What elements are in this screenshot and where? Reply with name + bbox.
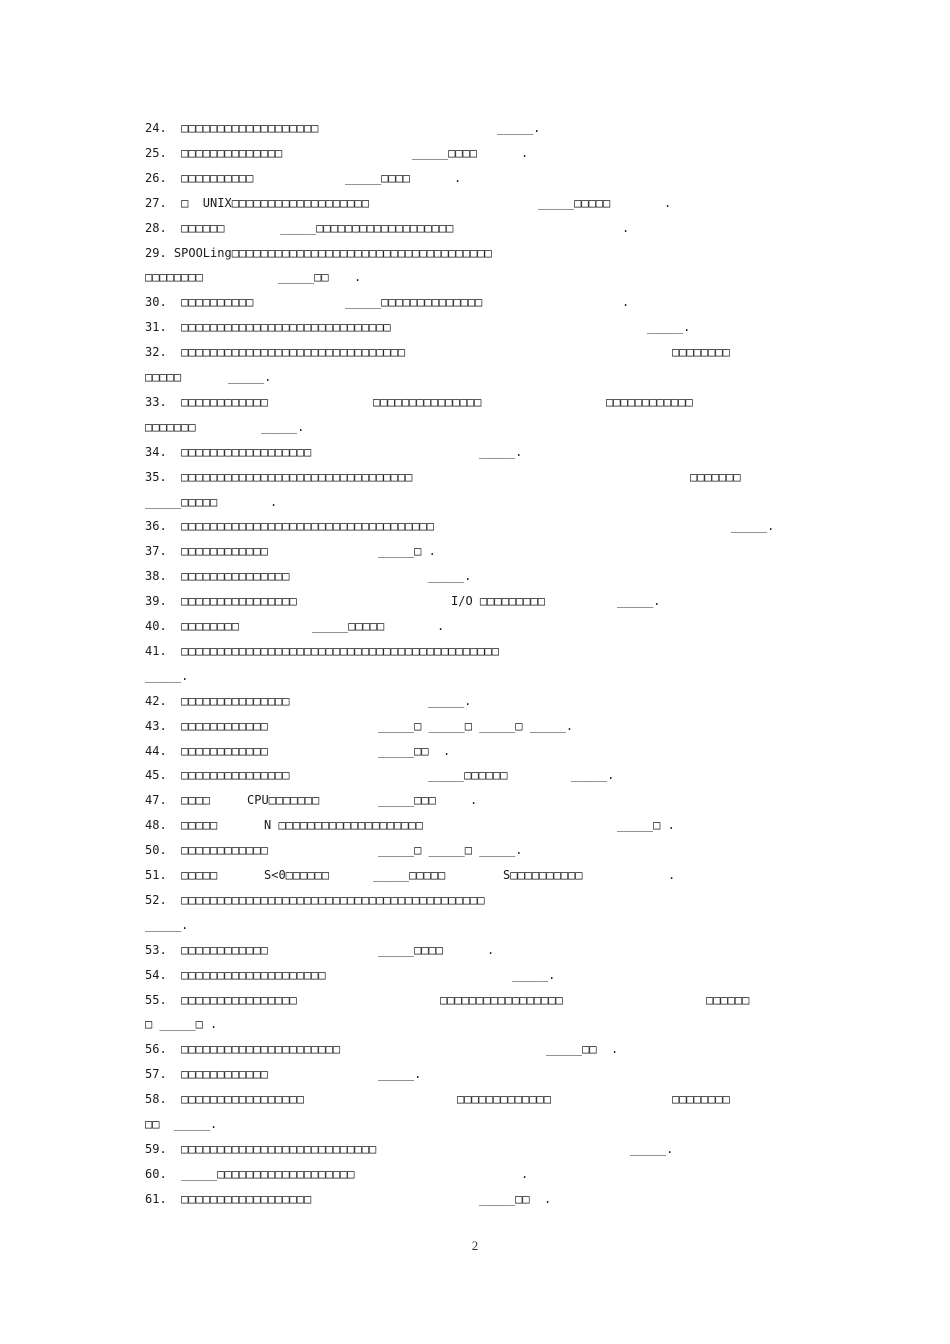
question-line (0, 765, 950, 785)
line-text: S<0□□□□□□ (264, 868, 330, 882)
line-text: □□□□□□□□□□□□ (606, 395, 693, 409)
line-text: _____□ . (378, 544, 436, 558)
line-text: . (622, 295, 630, 309)
line-text: _____□□□□ (412, 146, 478, 160)
line-text: _____. (647, 320, 691, 334)
line-text: 30. □□□□□□□□□□ (145, 295, 254, 309)
line-text: □□ _____. (145, 1117, 218, 1131)
question-line (0, 193, 950, 213)
line-text: _____□□ . (546, 1042, 619, 1056)
question-line (0, 591, 950, 611)
line-text: _____. (479, 445, 523, 459)
question-line (0, 292, 950, 312)
line-text: 24. □□□□□□□□□□□□□□□□□□□ (145, 121, 319, 135)
line-text: . (521, 1167, 529, 1181)
line-text: 51. □□□□□ (145, 868, 218, 882)
line-text: _____. (428, 694, 472, 708)
question-line (0, 1039, 950, 1059)
question-line (0, 467, 950, 487)
question-line (0, 566, 950, 586)
line-text: . (354, 270, 362, 284)
line-text: _____. (512, 968, 556, 982)
line-text: _____. (571, 768, 615, 782)
line-text: _____□□□□□□□□□□□□□□ (345, 295, 483, 309)
line-text: 27. □ UNIX□□□□□□□□□□□□□□□□□□□ (145, 196, 369, 210)
line-text: □□□□□□□ (690, 470, 741, 484)
line-text: 36. □□□□□□□□□□□□□□□□□□□□□□□□□□□□□□□□□□□ (145, 519, 434, 533)
line-text: 56. □□□□□□□□□□□□□□□□□□□□□□ (145, 1042, 341, 1056)
question-line (0, 790, 950, 810)
line-text: _____. (145, 918, 189, 932)
question-line (0, 516, 950, 536)
question-line (0, 1189, 950, 1209)
line-text: _____. (228, 370, 272, 384)
line-text: _____□□□□□□□□□□□□□□□□□□□ (280, 221, 454, 235)
line-text: _____□□□□□□ (428, 768, 508, 782)
line-text: _____. (261, 420, 305, 434)
question-line (0, 716, 950, 736)
line-text: _____. (731, 519, 775, 533)
question-line (0, 118, 950, 138)
question-line (0, 990, 950, 1010)
question-line (0, 243, 950, 263)
line-text: 28. □□□□□□ (145, 221, 225, 235)
line-text: 41. □□□□□□□□□□□□□□□□□□□□□□□□□□□□□□□□□□□□□□□□□□□□ (145, 644, 500, 658)
line-text: I/O □□□□□□□□□ (451, 594, 545, 608)
question-line (0, 1064, 950, 1084)
line-text: _____□□ (278, 270, 329, 284)
question-line (0, 840, 950, 860)
line-text: 47. □□□□ (145, 793, 211, 807)
question-line (0, 392, 950, 412)
question-line (0, 218, 950, 238)
line-text: □□□□□□□□ (145, 270, 203, 284)
question-line (0, 965, 950, 985)
line-text: _____□ _____□ _____. (378, 843, 523, 857)
line-text: _____□□□ (378, 793, 436, 807)
line-text: . (487, 943, 495, 957)
line-text: _____□□ . (479, 1192, 552, 1206)
question-line (0, 143, 950, 163)
line-text: 29. SPOOLing□□□□□□□□□□□□□□□□□□□□□□□□□□□□□□□□□□□□ (145, 246, 492, 260)
line-text: □□□□□□□□ (672, 1092, 730, 1106)
question-line (0, 492, 950, 512)
line-text: 38. □□□□□□□□□□□□□□□ (145, 569, 290, 583)
line-text: 59. □□□□□□□□□□□□□□□□□□□□□□□□□□□ (145, 1142, 377, 1156)
line-text: 33. □□□□□□□□□□□□ (145, 395, 268, 409)
line-text: _____□□ . (378, 744, 451, 758)
line-text: 52. □□□□□□□□□□□□□□□□□□□□□□□□□□□□□□□□□□□□□□□□□□ (145, 893, 485, 907)
line-text: . (470, 793, 478, 807)
question-line (0, 442, 950, 462)
line-text: 60. _____□□□□□□□□□□□□□□□□□□□ (145, 1167, 355, 1181)
line-text: N □□□□□□□□□□□□□□□□□□□□ (264, 818, 423, 832)
line-text: 39. □□□□□□□□□□□□□□□□ (145, 594, 297, 608)
line-text: . (664, 196, 672, 210)
question-line (0, 1089, 950, 1109)
line-text: _____. (497, 121, 541, 135)
question-line (0, 815, 950, 835)
question-line (0, 616, 950, 636)
question-line (0, 741, 950, 761)
line-text: 25. □□□□□□□□□□□□□□ (145, 146, 283, 160)
line-text: 43. □□□□□□□□□□□□ (145, 719, 268, 733)
line-text: _____. (378, 1067, 422, 1081)
line-text: . (521, 146, 529, 160)
question-line (0, 890, 950, 910)
line-text: □□□□□□□□□□□□□□□ (373, 395, 482, 409)
line-text: _____. (617, 594, 661, 608)
line-text: . (270, 495, 278, 509)
question-line (0, 417, 950, 437)
line-text: 45. □□□□□□□□□□□□□□□ (145, 768, 290, 782)
line-text: 34. □□□□□□□□□□□□□□□□□□ (145, 445, 312, 459)
question-line (0, 641, 950, 661)
question-line (0, 1164, 950, 1184)
line-text: . (622, 221, 630, 235)
line-text: 40. □□□□□□□□ (145, 619, 239, 633)
line-text: . (668, 868, 676, 882)
line-text: □ _____□ . (145, 1017, 218, 1031)
line-text: 61. □□□□□□□□□□□□□□□□□□ (145, 1192, 312, 1206)
line-text: 32. □□□□□□□□□□□□□□□□□□□□□□□□□□□□□□□ (145, 345, 406, 359)
line-text: 58. □□□□□□□□□□□□□□□□□ (145, 1092, 304, 1106)
question-line (0, 915, 950, 935)
line-text: . (454, 171, 462, 185)
question-line (0, 168, 950, 188)
question-line (0, 940, 950, 960)
question-line (0, 367, 950, 387)
line-text: 54. □□□□□□□□□□□□□□□□□□□□ (145, 968, 326, 982)
line-text: CPU□□□□□□□ (247, 793, 320, 807)
question-line (0, 267, 950, 287)
line-text: 31. □□□□□□□□□□□□□□□□□□□□□□□□□□□□□ (145, 320, 391, 334)
question-line (0, 1014, 950, 1034)
line-text: _____□ . (617, 818, 675, 832)
line-text: _____□□□□□ (312, 619, 385, 633)
line-text: 55. □□□□□□□□□□□□□□□□ (145, 993, 297, 1007)
question-line (0, 666, 950, 686)
line-text: 42. □□□□□□□□□□□□□□□ (145, 694, 290, 708)
line-text: 48. □□□□□ (145, 818, 218, 832)
line-text: _____□□□□□ (538, 196, 611, 210)
line-text: 35. □□□□□□□□□□□□□□□□□□□□□□□□□□□□□□□□ (145, 470, 413, 484)
line-text: □□□□□□ (706, 993, 750, 1007)
line-text: 37. □□□□□□□□□□□□ (145, 544, 268, 558)
line-text: □□□□□□□□ (672, 345, 730, 359)
line-text: 44. □□□□□□□□□□□□ (145, 744, 268, 758)
question-line (0, 1114, 950, 1134)
line-text: □□□□□ (145, 370, 182, 384)
line-text: _____□□□□ (345, 171, 411, 185)
page-number: 2 (471, 1238, 479, 1253)
line-text: S□□□□□□□□□□ (503, 868, 583, 882)
line-text: _____. (428, 569, 472, 583)
question-line (0, 691, 950, 711)
line-text: _____. (630, 1142, 674, 1156)
line-text: 26. □□□□□□□□□□ (145, 171, 254, 185)
line-text: 53. □□□□□□□□□□□□ (145, 943, 268, 957)
line-text: □□□□□□□□□□□□□□□□□ (440, 993, 563, 1007)
question-line (0, 1139, 950, 1159)
question-line (0, 541, 950, 561)
question-line (0, 317, 950, 337)
line-text: . (437, 619, 445, 633)
question-line (0, 865, 950, 885)
line-text: _____□ _____□ _____□ _____. (378, 719, 574, 733)
line-text: _____□□□□□ (145, 495, 218, 509)
line-text: _____□□□□□ (373, 868, 446, 882)
line-text: 50. □□□□□□□□□□□□ (145, 843, 268, 857)
line-text: _____. (145, 669, 189, 683)
line-text: _____□□□□ (378, 943, 444, 957)
line-text: □□□□□□□□□□□□□ (457, 1092, 551, 1106)
line-text: □□□□□□□ (145, 420, 196, 434)
question-line (0, 342, 950, 362)
line-text: 57. □□□□□□□□□□□□ (145, 1067, 268, 1081)
